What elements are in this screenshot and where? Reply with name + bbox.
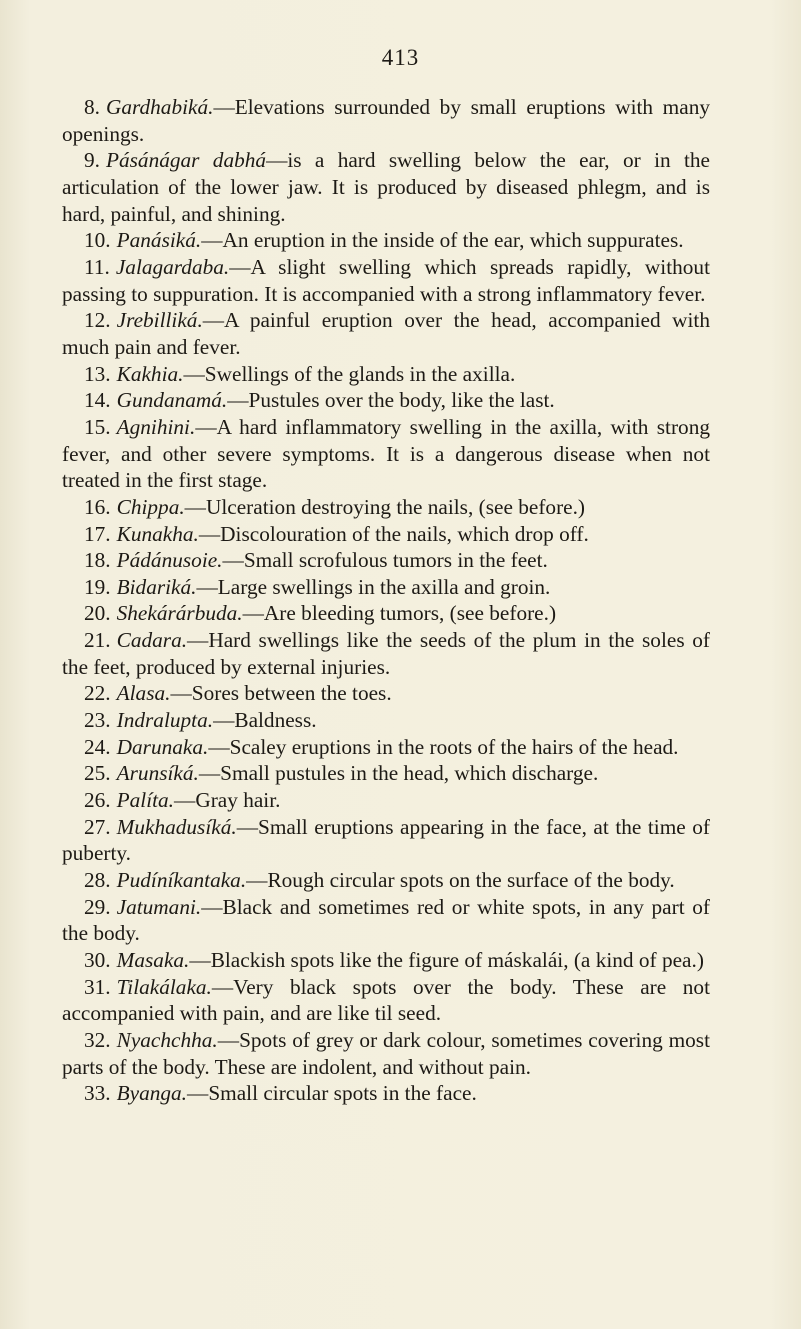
entry-term: Gundanamá. (116, 388, 228, 413)
entry-term: Agnihini. (116, 414, 196, 439)
entry-term: Arunsíká. (116, 761, 199, 786)
entry-term: Jatumani. (116, 894, 202, 919)
entry-term: Darunaka. (116, 734, 209, 759)
entry-text: —Large swellings in the axilla and groin. (196, 574, 551, 599)
entry-term: Byanga. (116, 1081, 188, 1106)
entry-text: —Baldness. (213, 708, 317, 733)
entry (62, 707, 710, 734)
entry-number: 25. (84, 761, 111, 786)
entry (62, 254, 710, 307)
entry-number: 18. (84, 548, 111, 573)
entry-number: 23. (84, 708, 111, 733)
entry-term: Indralupta. (116, 708, 214, 733)
entry (62, 494, 710, 521)
entry-text: —Discolouration of the nails, which drop off. (198, 521, 589, 546)
entry (62, 94, 710, 147)
entry-term: Kunakha. (116, 521, 199, 546)
entry-term: Gardhabiká. (105, 95, 214, 119)
entry-term: Kakhia. (116, 361, 184, 386)
entry-term: Tilakálaka. (116, 974, 212, 999)
entry-text: —Scaley eruptions in the roots of the hairs of the head. (208, 734, 679, 759)
entry (62, 974, 710, 1027)
entry-text: —Swellings of the glands in the axilla. (183, 361, 516, 386)
entry-text: —Sores between the toes. (170, 681, 392, 706)
entry (62, 547, 710, 574)
entry-text: —A slight swelling which spreads rapidly, without passing to suppuration. It is accompanied with a strong inflammatory fever. (62, 254, 710, 306)
entry-text: —is a hard swelling below the ear, or in the articulation of the lower jaw. It is produced by diseased phlegm, and is hard, painful, and shining. (62, 148, 710, 226)
entry-text: —Small eruptions appearing in the face, at the time of puberty. (62, 814, 710, 866)
entry-term: Cadara. (116, 628, 188, 653)
entry-term: Jrebilliká. (116, 308, 203, 333)
entry (62, 387, 710, 414)
entry-text: —Elevations surrounded by small eruptions with many openings. (62, 95, 710, 146)
entry-text: —A painful eruption over the head, accompanied with much pain and fever. (62, 308, 710, 359)
entry-text: —A hard inflammatory swelling in the axilla, with strong fever, and other severe symptoms. It is a dangerous disease when not treated in the first stage. (62, 414, 710, 493)
entry (62, 680, 710, 707)
entry-number: 33. (84, 1081, 111, 1106)
entry (62, 760, 710, 787)
entry (62, 307, 710, 360)
entry-text: —Are bleeding tumors, (see before.) (242, 601, 557, 626)
entry (62, 414, 710, 494)
entry-number: 29. (84, 894, 111, 919)
entry-number: 11. (84, 254, 110, 279)
entry-text: —Small scrofulous tumors in the feet. (222, 548, 548, 573)
entry-term: Nyachchha. (116, 1027, 218, 1052)
entry-number: 10. (84, 228, 111, 253)
entry-number: 28. (84, 868, 111, 893)
entry (62, 787, 710, 814)
entry-term: Shekárárbuda. (116, 601, 243, 626)
entry-number: 13. (84, 361, 111, 386)
entry (62, 227, 710, 254)
entry-term: Pádánusoie. (116, 548, 223, 573)
entry-text: —Spots of grey or dark colour, sometimes covering most parts of the body. These are indolent, and without pain. (62, 1027, 710, 1079)
entry-text: —Rough circular spots on the surface of the body. (246, 868, 675, 893)
entry-number: 30. (84, 948, 111, 972)
entry-number: 20. (84, 601, 111, 626)
body-text (62, 94, 710, 1107)
entry-number: 14. (84, 388, 111, 413)
entry-term: Bidariká. (116, 574, 197, 599)
entry-text: —Small pustules in the head, which discharge. (198, 761, 599, 786)
entry (62, 1080, 710, 1107)
entry-term: Mukhadusíká. (116, 814, 237, 839)
entry-number: 32. (84, 1027, 111, 1052)
entry-term: Palíta. (116, 788, 175, 813)
entry (62, 894, 710, 947)
entry-number: 31. (84, 974, 111, 999)
entry-text: —An eruption in the inside of the ear, which suppurates. (201, 228, 684, 253)
entry (62, 574, 710, 601)
entry-term: Panásiká. (116, 228, 202, 253)
entry (62, 734, 710, 761)
entry-text: —Hard swellings like the seeds of the plum in the soles of the feet, produced by external injuries. (62, 628, 710, 679)
entry-text: —Ulceration destroying the nails, (see before.) (184, 494, 586, 519)
entry (62, 600, 710, 627)
entry-text: —Small circular spots in the face. (187, 1081, 477, 1106)
entry-term: Chippa. (116, 494, 185, 519)
entry-number: 26. (84, 788, 111, 813)
entry-term: Jalagardaba. (115, 254, 230, 279)
entry (62, 814, 710, 867)
entry-term: Pudíníkantaka. (116, 868, 247, 893)
entry (62, 361, 710, 388)
entry-text: —Pustules over the body, like the last. (227, 388, 555, 413)
entry-number: 21. (84, 628, 111, 653)
entry-number: 22. (84, 681, 111, 706)
entry-text: —Black and sometimes red or white spots, in any part of the body. (62, 894, 710, 946)
entry-term: Pásánágar dabhá (105, 148, 267, 173)
entry-number: 8. (84, 95, 100, 119)
entry (62, 627, 710, 680)
entry-text: —Blackish spots like the figure of máskalái, (a kind of pea.) (189, 948, 704, 972)
entry-number: 24. (84, 734, 111, 759)
entry (62, 867, 710, 894)
entry (62, 147, 710, 227)
entry (62, 947, 710, 974)
entry-term: Alasa. (116, 681, 171, 706)
entry-number: 19. (84, 574, 111, 599)
entry-number: 12. (84, 308, 111, 333)
entry-number: 17. (84, 521, 111, 546)
page-number: 413 (381, 45, 420, 70)
entry-number: 16. (84, 494, 111, 519)
entry-number: 15. (84, 414, 111, 439)
entry-term: Masaka. (116, 948, 190, 972)
entry-number: 27. (84, 814, 111, 839)
entry (62, 1027, 710, 1080)
entry-number: 9. (84, 148, 100, 173)
entry (62, 521, 710, 548)
entry-text: —Gray hair. (174, 788, 281, 813)
entry-text: —Very black spots over the body. These are not accompanied with pain, and are like til seed. (62, 974, 710, 1026)
